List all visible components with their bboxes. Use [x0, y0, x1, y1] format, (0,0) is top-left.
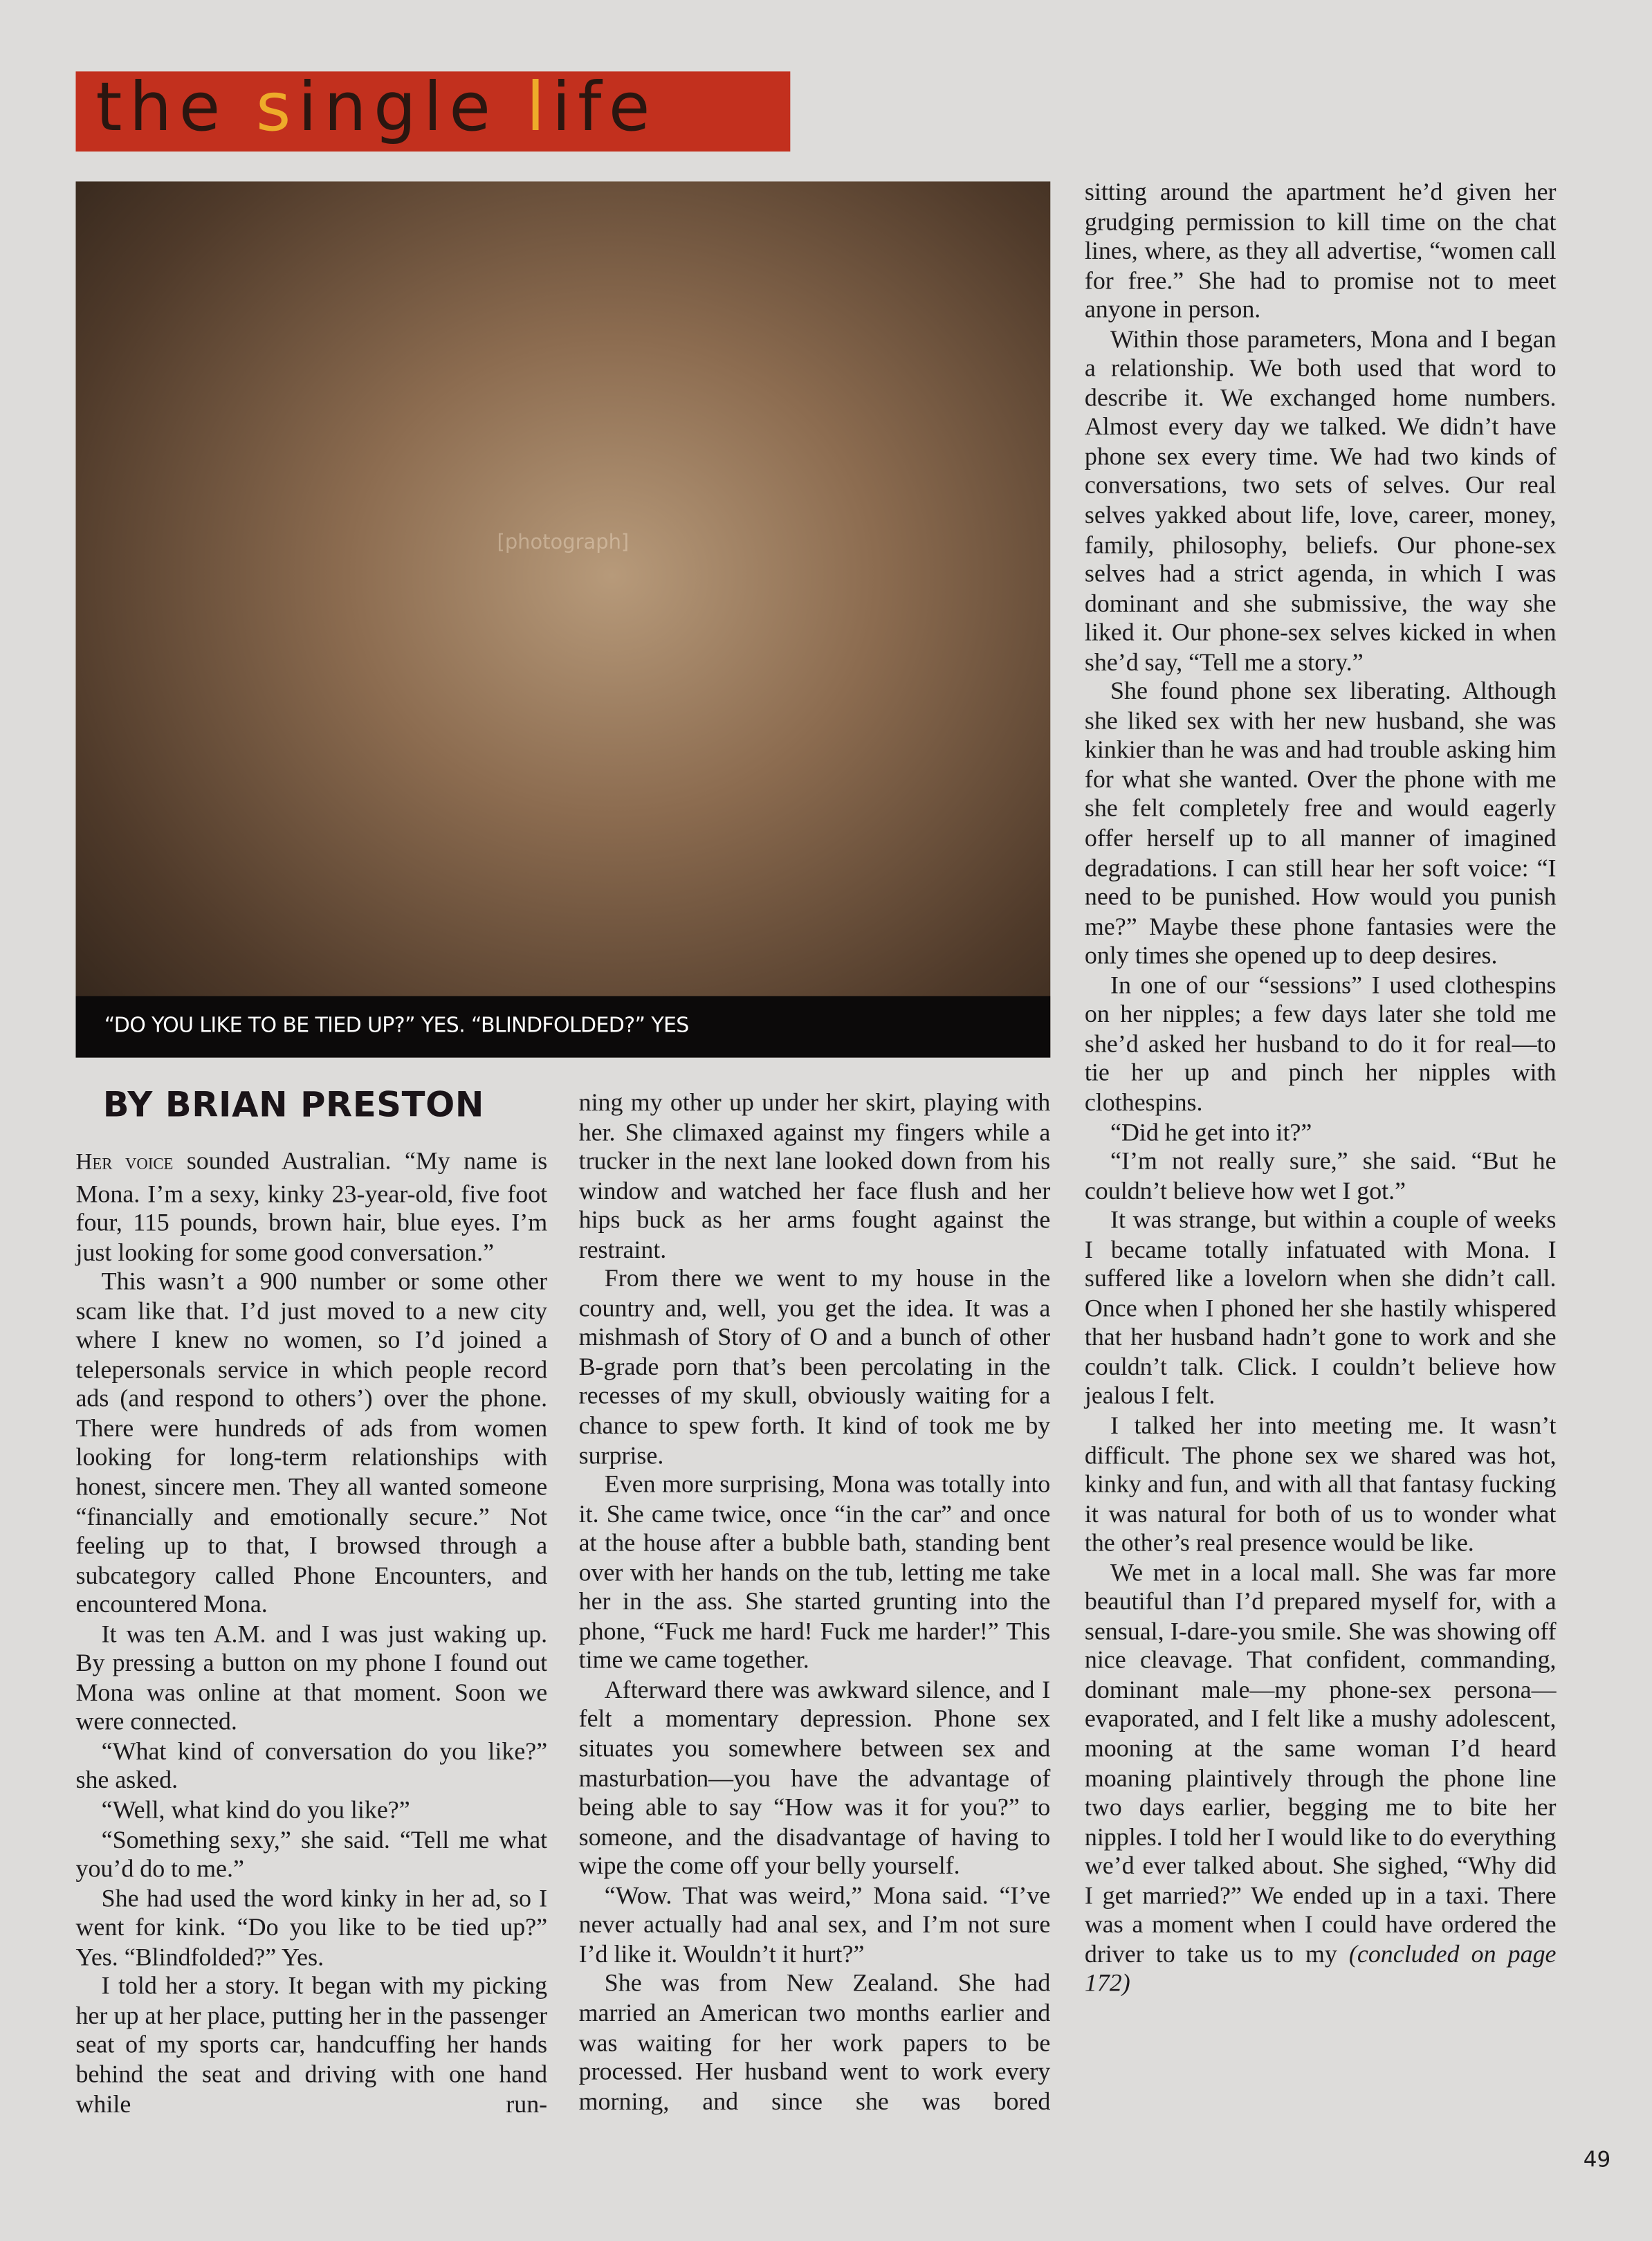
- title-part: the: [95, 68, 256, 147]
- paragraph: She had used the word kinky in her ad, so I went for kink. “Do you like to be tied up?” Yes. “Blindfolded?” Yes.: [75, 1883, 548, 1971]
- paragraph-text: We met in a local mall. She was far more beautiful than I’d prepared myself for, with a sensual, I-dare-you smile. She was showing off nice cleavage. That confident, commanding, dominant male—my phone-sex persona—evaporated, and I felt like a mushy adolescent, mooning at the same woman I’d heard moaning plaintively through the phone line two days earlier, begging me to bite her nipples. I told her I would like to do everything we’d ever talked about. She sighed, “Why did I get married?” We ended up in a taxi. There was a moment when I could have ordered the driver to take us to my: [1084, 1557, 1557, 1968]
- paragraph: “What kind of conversation do you like?” she asked.: [75, 1736, 548, 1795]
- paragraph: Afterward there was awkward silence, and I felt a momentary depression. Phone sex situates you somewhere between sex and masturbation—you have the advantage of being able to say “How was it for you?” to someone, and the disadvantage of having to wipe the come off your belly yourself.: [578, 1674, 1051, 1880]
- text-column-3: [1085, 177, 1557, 1998]
- continued-note: (concluded on page 172): [1084, 1939, 1557, 1997]
- paragraph-text: sounded Australian. “My name is Mona. I’m a sexy, kinky 23-year-old, five foot four, 115 pounds, brown hair, blue eyes. I’m just looking for some good conversation.”: [75, 1146, 548, 1266]
- page-number: 49: [1583, 2146, 1611, 2173]
- paragraph: “Did he get into it?”: [1110, 1117, 1312, 1146]
- paragraph: “Wow. That was weird,” Mona said. “I’ve never actually had anal sex, and I’m not sure I’d like it. Wouldn’t it hurt?”: [578, 1880, 1051, 1968]
- photo-placeholder: [photograph]: [497, 531, 630, 555]
- title-part-highlight: s: [255, 68, 298, 147]
- paragraph: Within those parameters, Mona and I began a relationship. We both used that word to describe it. We exchanged home numbers. Almost every day we talked. We didn’t have phone sex every time. We had two kinds of conversations, two sets of selves. Our real selves yakked about life, love, career, money, family, philosophy, beliefs. Our phone-sex selves had a strict agenda, in which I was dominant and she submissive, the way she liked it. Our phone-sex selves kicked in when she’d say, “Tell me a story.”: [1084, 324, 1557, 676]
- title-part: ife: [551, 68, 657, 147]
- paragraph: It was strange, but within a couple of weeks I became totally infatuated with Mona. I suffered like a lovelorn when she didn’t call. Once when I phoned her she hastily whispered that her husband hadn’t gone to work and she couldn’t talk. Click. I couldn’t believe how jealous I felt.: [1084, 1205, 1557, 1410]
- paragraph: [75, 1146, 547, 1267]
- text-column-1: [75, 1146, 547, 2119]
- paragraph: “I’m not really sure,” she said. “But he couldn’t believe how wet I got.”: [1084, 1146, 1557, 1205]
- paragraph: In one of our “sessions” I used clothespins on her nipples; a few days later she told me she’d asked her husband to do it for real—to tie her up and pinch her nipples with clothespins.: [1084, 970, 1557, 1117]
- paragraph: I talked her into meeting me. It wasn’t difficult. The phone sex we shared was hot, kinky and fun, and with all that fantasy fucking it was natural for both of us to wonder what the other’s real presence would be like.: [1084, 1410, 1557, 1557]
- byline: BY BRIAN PRESTON: [102, 1084, 484, 1125]
- paragraph: From there we went to my house in the country and, well, you get the idea. It was a mishmash of Story of O and a bunch of other B-grade porn that’s been percolating in the recesses of my skull, obviously waiting for a chance to spew forth. It kind of took me by surprise.: [578, 1263, 1051, 1469]
- paragraph: Even more surprising, Mona was totally into it. She came twice, once “in the car” and once at the house after a bubble bath, standing bent over with her hands on the tub, letting me take her in the ass. She started grunting into the phone, “Fuck me hard! Fuck me harder!” This time we came together.: [578, 1469, 1051, 1674]
- section-banner: [75, 68, 790, 152]
- paragraph: “Well, what kind do you like?”: [101, 1795, 410, 1824]
- paragraph: ning my other up under her skirt, playing with her. She climaxed against my fingers while a trucker in the next lane looked down from his window and watched her face flush and her hips buck as her arms fought against the restraint.: [578, 1087, 1051, 1263]
- paragraph: sitting around the apartment he’d given her grudging permission to kill time on the chat lines, where, as they all advertise, “women call for free.” She had to promise not to meet anyone in person.: [1084, 177, 1557, 324]
- paragraph: I told her a story. It began with my picking her up at her place, putting her in the passenger seat of my sports car, handcuffing her hands behind the seat and driving with one hand while run-: [75, 1971, 548, 2118]
- paragraph: [1085, 1557, 1557, 1998]
- photo-caption: “DO YOU LIKE TO BE TIED UP?” YES. “BLINDFOLDED?” YES: [75, 996, 1050, 1058]
- paragraph: It was ten A.M. and I was just waking up. By pressing a button on my phone I found out Mona was online at that moment. Soon we were connected.: [75, 1618, 548, 1736]
- text-column-2: [579, 1088, 1051, 2116]
- paragraph: She was from New Zealand. She had married an American two months earlier and was waiting for her work papers to be processed. Her husband went to work every morning, and since she was bored: [578, 1968, 1051, 2115]
- lead-in: Her voice: [75, 1150, 174, 1176]
- paragraph: She found phone sex liberating. Although she liked sex with her new husband, she was kinkier than he was and had trouble asking him for what she wanted. Over the phone with me she felt completely free and would eagerly offer herself up to all manner of imagined degradations. I can still hear her soft voice: “I need to be punished. How would you punish me?” Maybe these phone fantasies were the only times she opened up to deep desires.: [1084, 676, 1557, 969]
- paragraph: This wasn’t a 900 number or some other scam like that. I’d just moved to a new city where I knew no women, so I’d joined a telepersonals service in which people record ads (and respond to others’) over the phone. There were hundreds of ads from women looking for long-term relationships with honest, sincere men. They all wanted someone “financially and emotionally secure.” Not feeling up to that, I browsed through a subcategory called Phone Encounters, and encountered Mona.: [75, 1266, 548, 1618]
- title-part-highlight: l: [526, 68, 552, 147]
- section-title: [95, 68, 657, 147]
- title-part: ingle: [297, 68, 526, 147]
- paragraph: “Something sexy,” she said. “Tell me what you’d do to me.”: [75, 1824, 548, 1883]
- article-photo: [75, 181, 1050, 1057]
